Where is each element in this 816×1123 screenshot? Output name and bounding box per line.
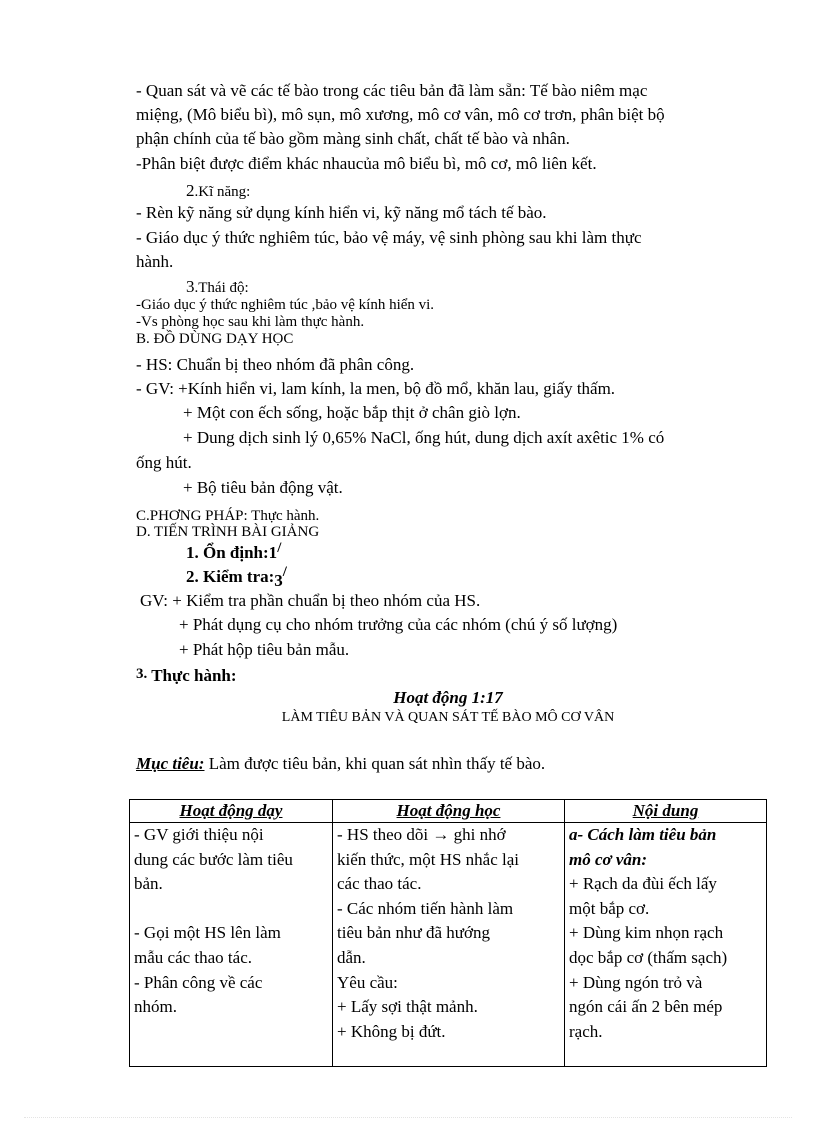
- equipment-heading: B. ĐỒ DÙNG DẠY HỌC: [136, 331, 294, 347]
- activity-subtitle: LÀM TIÊU BẢN VÀ QUAN SÁT TẾ BÀO MÔ CƠ VÂN: [281, 710, 615, 725]
- cell-line: mẫu các thao tác.: [134, 947, 252, 967]
- cell-line: Yêu cầu:: [337, 972, 398, 992]
- cell-line: kiến thức, một HS nhắc lại: [337, 849, 520, 869]
- equipment-line: + Một con ếch sống, hoặc bắp thịt ở chân giò lợn.: [183, 403, 521, 422]
- objective-line: - Quan sát và vẽ các tế bào trong các tiêu bản đã làm sẵn: Tế bào niêm mạc: [136, 81, 648, 100]
- attitude-title: .Thái độ:: [194, 280, 249, 296]
- cell-line: dọc bắp cơ (thấm sạch): [569, 947, 728, 967]
- goal-text: Làm được tiêu bản, khi quan sát nhìn thấy tế bào.: [204, 754, 546, 773]
- objective-line: phận chính của tế bào gồm màng sinh chất, chất tế bào và nhân.: [136, 129, 570, 148]
- method-label: C.PHƠNG PHÁP: [136, 508, 244, 524]
- method-value: : Thực hành.: [243, 508, 320, 524]
- cell-line: + Dùng ngón trỏ và: [569, 972, 703, 992]
- step-1: [186, 542, 281, 565]
- attitude-line: -Giáo dục ý thức nghiêm túc ,bảo vệ kính hiển vi.: [136, 297, 435, 313]
- cell-line: dẫn.: [337, 947, 366, 967]
- step-2-value: 3: [274, 571, 283, 590]
- cell-line: ngón cái ấn 2 bên mép: [569, 997, 723, 1017]
- attitude-heading: [186, 276, 249, 298]
- skills-heading: [186, 180, 250, 202]
- cell-line: + Rạch da đùi ếch lấy: [569, 874, 717, 894]
- equipment-line: - HS: Chuẩn bị theo nhóm đã phân công.: [136, 355, 415, 374]
- activity-title: Hoạt động 1:17: [393, 688, 503, 707]
- equipment-line: + Dung dịch sinh lý 0,65% NaCl, ống hút, dung dịch axít axêtic 1% có: [183, 428, 665, 447]
- check-line: + Phát hộp tiêu bản mẫu.: [179, 640, 350, 659]
- check-line: GV: + Kiểm tra phần chuẩn bị theo nhóm của HS.: [140, 591, 481, 610]
- skills-line: hành.: [136, 252, 174, 271]
- attitude-number: 3: [186, 277, 195, 296]
- equipment-line: - GV: +Kính hiển vi, lam kính, la men, bộ đồ mổ, khăn lau, giấy thấm.: [136, 379, 616, 398]
- cell-line: tiêu bản như đã hướng: [337, 923, 490, 943]
- equipment-line: + Bộ tiêu bản động vật.: [183, 478, 343, 497]
- method-line: [136, 508, 319, 525]
- step-3-label: Thực hành:: [151, 666, 237, 685]
- table-header: Nội dung: [565, 800, 767, 823]
- cell-line: - HS theo dõi → ghi nhớ: [337, 825, 506, 844]
- content-title: a- Cách làm tiêu bản: [569, 825, 717, 844]
- cell-line: + Dùng kim nhọn rạch: [569, 923, 724, 943]
- cell-line: dung các bước làm tiêu: [134, 849, 293, 869]
- cell-line: - Gọi một HS lên làm: [134, 923, 281, 943]
- objective-line: miệng, (Mô biểu bì), mô sụn, mô xương, mô cơ vân, mô cơ trơn, phân biệt bộ: [136, 105, 665, 124]
- activity-goal: [136, 753, 545, 775]
- content-title: mô cơ vân:: [569, 849, 648, 869]
- skills-line: - Rèn kỹ năng sử dụng kính hiển vi, kỹ năng mổ tách tế bào.: [136, 203, 547, 222]
- cell-line: + Không bị đứt.: [337, 1021, 446, 1041]
- cell-line: một bắp cơ.: [569, 898, 650, 918]
- cell-line: bản.: [134, 874, 163, 894]
- teaching-cell: [130, 823, 333, 1067]
- skills-line: - Giáo dục ý thức nghiêm túc, bảo vệ máy, vệ sinh phòng sau khi làm thực: [136, 228, 642, 247]
- learning-cell: [333, 823, 565, 1067]
- cell-line: - Các nhóm tiến hành làm: [337, 898, 514, 918]
- attitude-line: -Vs phòng học sau khi làm thực hành.: [136, 314, 365, 330]
- cell-line: nhóm.: [134, 997, 177, 1017]
- cell-line: + Lấy sợi thật mảnh.: [337, 997, 478, 1017]
- step-1-label: 1. Ổn định:1: [186, 543, 278, 562]
- cell-line: [134, 897, 328, 922]
- skills-title: .Kĩ năng:: [194, 184, 251, 200]
- step-1-mark: /: [277, 540, 282, 556]
- process-heading: D. TIẾN TRÌNH BÀI GIẢNG: [136, 524, 320, 540]
- activity-table: [129, 799, 767, 1067]
- check-line: + Phát dụng cụ cho nhóm trưởng của các nhóm (chú ý số lượng): [179, 615, 618, 634]
- table-row: [130, 823, 767, 1067]
- step-3: [136, 665, 237, 687]
- table-header-row: [130, 800, 767, 823]
- content-cell: [565, 823, 767, 1067]
- cell-line: - GV giới thiệu nội: [134, 825, 264, 844]
- equipment-line: ống hút.: [136, 453, 192, 472]
- step-3-number: 3.: [136, 666, 148, 682]
- step-2: [186, 566, 287, 589]
- page-bottom-border: [24, 1117, 792, 1118]
- table-header: Hoạt động dạy: [130, 800, 333, 823]
- skills-number: 2: [186, 181, 195, 200]
- table-header: Hoạt động học: [333, 800, 565, 823]
- step-2-mark: /: [282, 564, 287, 580]
- goal-label: Mục tiêu:: [136, 754, 205, 773]
- cell-line: - Phân công về các: [134, 972, 263, 992]
- cell-line: rạch.: [569, 1021, 603, 1041]
- step-2-label: 2. Kiểm tra:: [186, 567, 275, 586]
- cell-line: các thao tác.: [337, 874, 422, 894]
- objective-line: -Phân biệt được điểm khác nhaucủa mô biểu bì, mô cơ, mô liên kết.: [136, 154, 597, 173]
